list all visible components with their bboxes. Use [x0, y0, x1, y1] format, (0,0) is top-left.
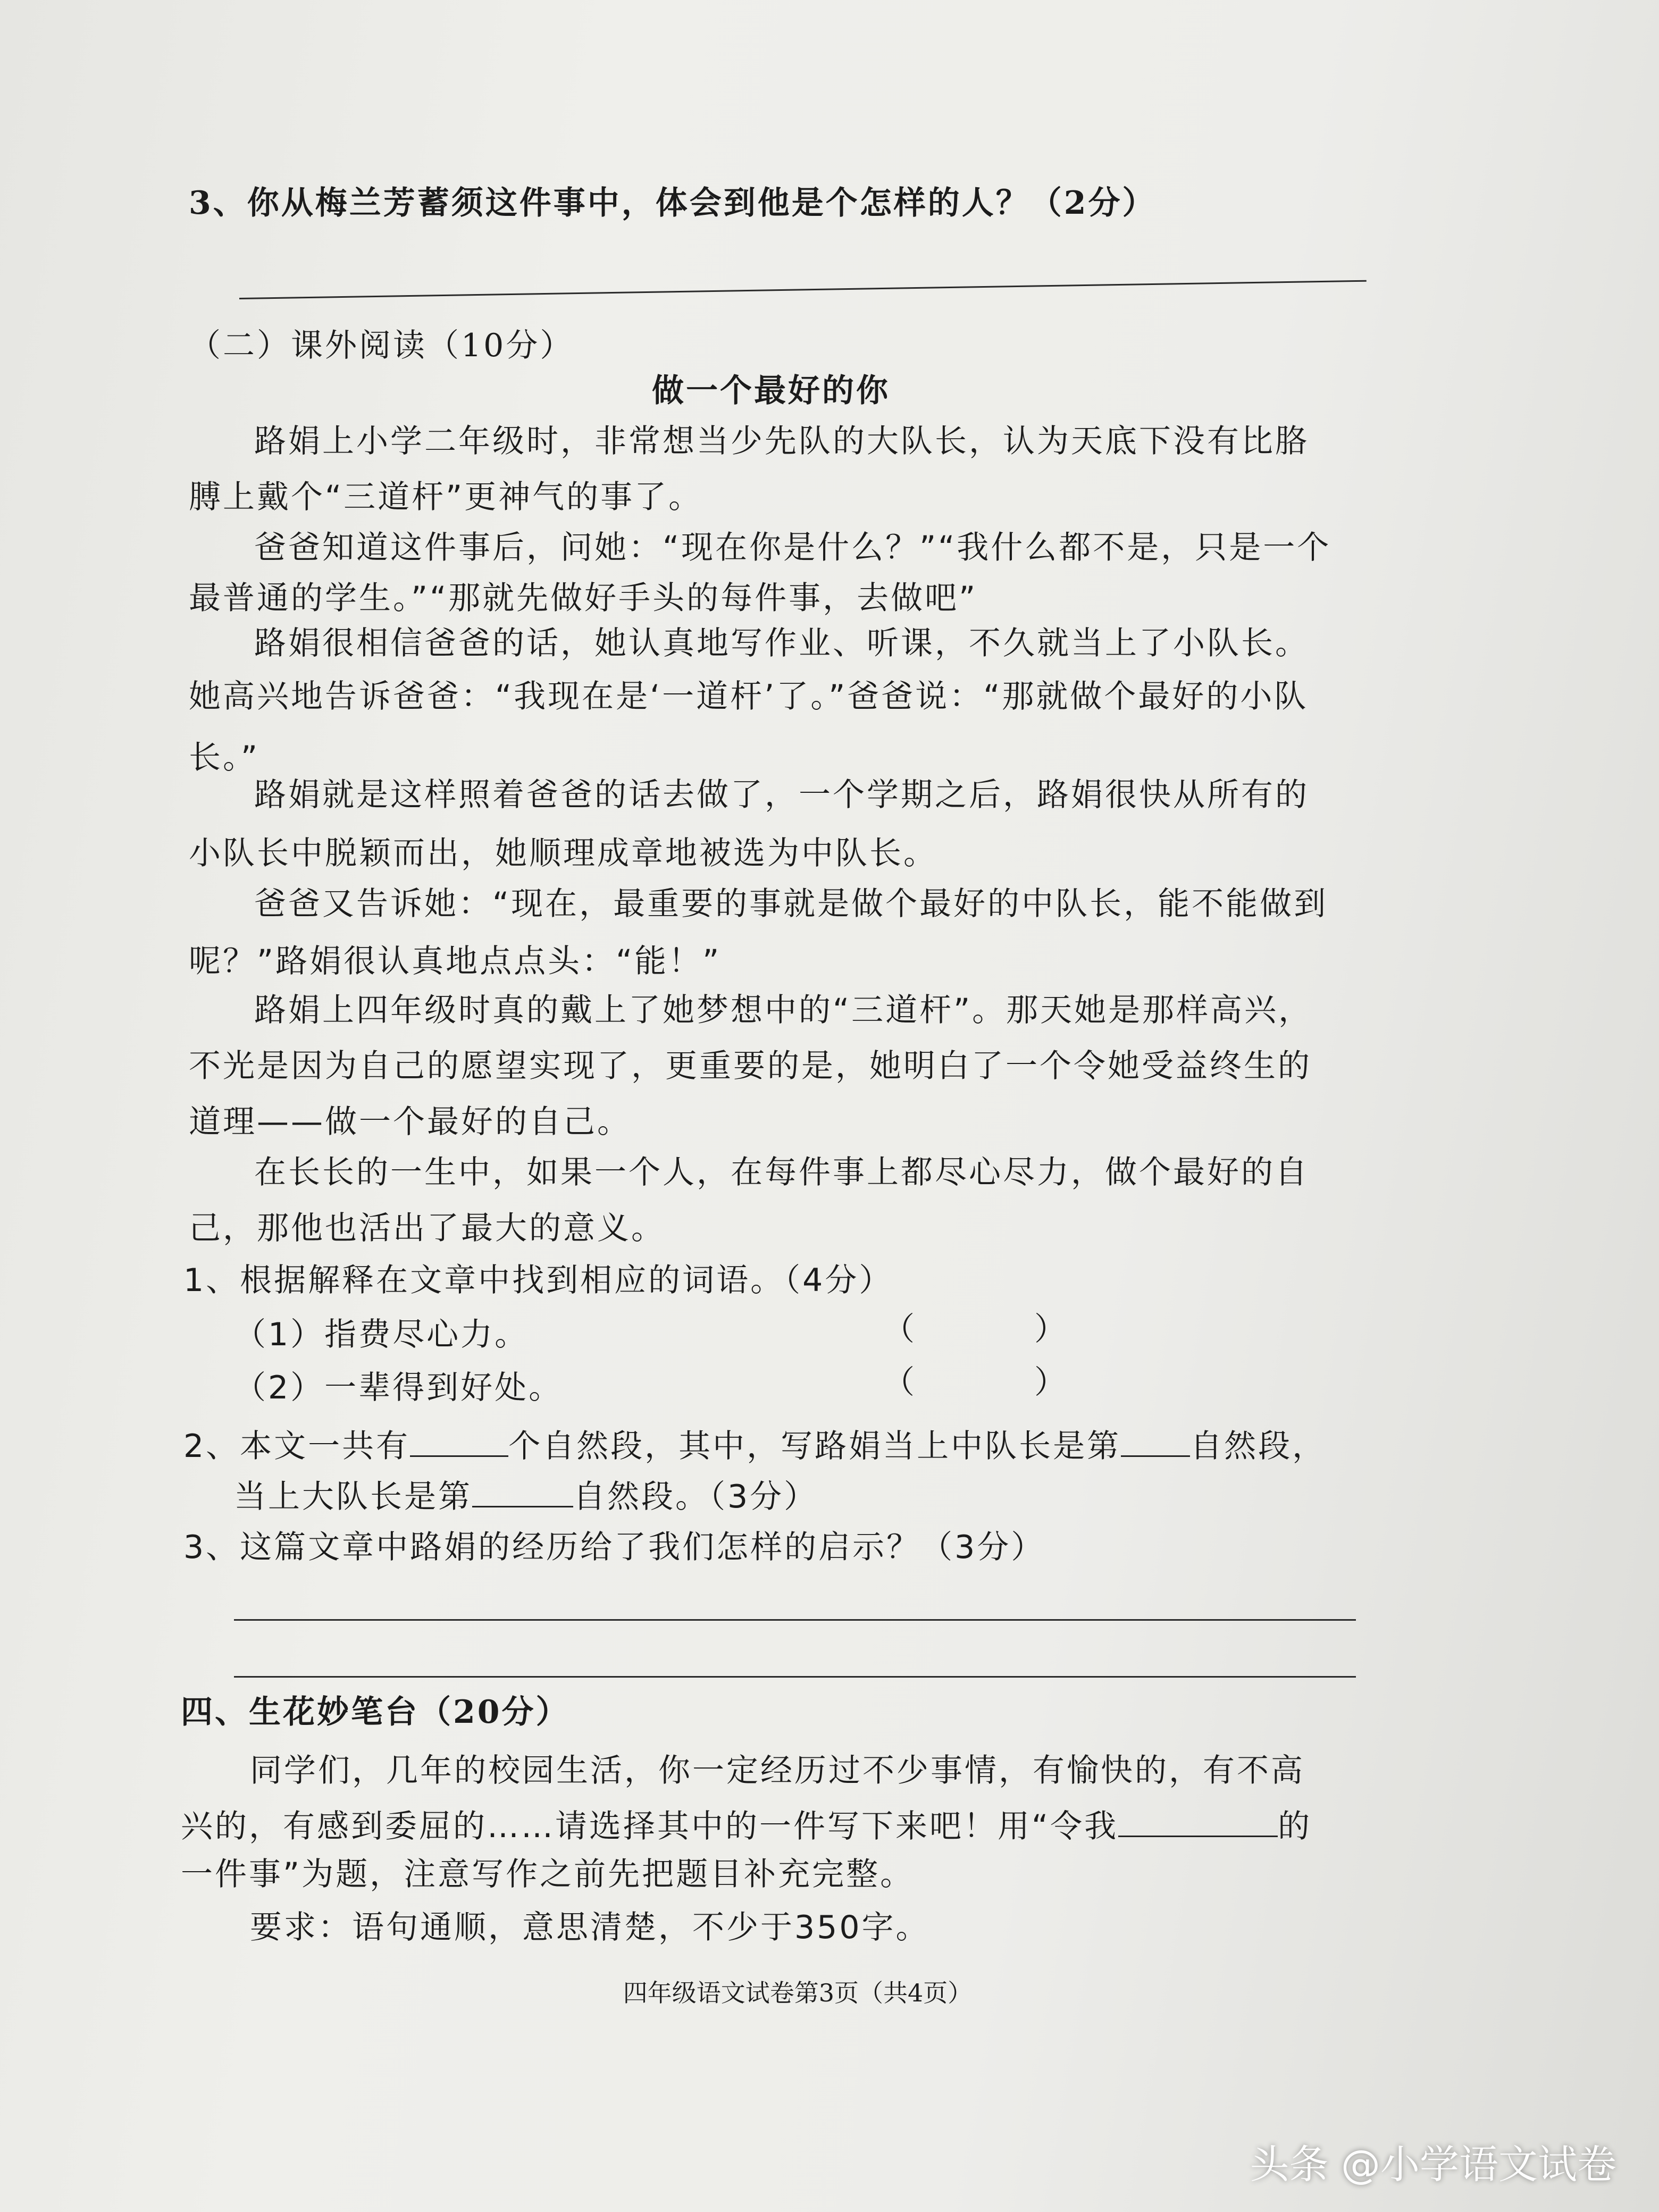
passage-line: 己，那他也活出了最大的意义。 [189, 1210, 665, 1247]
answer-bracket-open: （ [883, 1364, 915, 1401]
passage-line: 最普通的学生。”“那就先做好手头的每件事，去做吧” [189, 580, 978, 617]
passage-line: 道理——做一个最好的自己。 [189, 1103, 631, 1141]
passage-line: 爸爸又告诉她：“现在，最重要的事就是做个最好的中队长，能不能做到 [254, 885, 1328, 923]
page-footer: 四年级语文试卷第3页（共4页） [623, 1979, 973, 2007]
passage-line: 路娟上四年级时真的戴上了她梦想中的“三道杆”。那天她是那样高兴， [254, 992, 1313, 1029]
passage-line: 路娟上小学二年级时，非常想当少先队的大队长，认为天底下没有比胳 [254, 423, 1309, 460]
watermark: 头条 @小学语文试卷 [1250, 2142, 1616, 2188]
writing-prompt-line [181, 1808, 1312, 1845]
q2-text: 自然段， [1190, 1428, 1327, 1465]
answer-line [234, 1619, 1356, 1621]
extra-question-1: 1、根据解释在文章中找到相应的词语。（4分） [183, 1262, 893, 1299]
q1-item-1: （1）指费尽心力。 [234, 1316, 529, 1353]
fill-blank[interactable] [472, 1478, 573, 1507]
writing-heading: 四、生花妙笔台（20分） [181, 1694, 570, 1731]
passage-line: 膊上戴个“三道杆”更神气的事了。 [189, 479, 703, 516]
passage-line: 长。” [189, 739, 260, 776]
passage-line: 路娟就是这样照着爸爸的话去做了，一个学期之后，路娟很快从所有的 [254, 776, 1309, 814]
inclass-question-3: 3、你从梅兰芳蓄须这件事中，体会到他是个怎样的人？（2分） [189, 185, 1157, 222]
writing-prompt-line: 一件事”为题，注意写作之前先把题目补充完整。 [181, 1856, 915, 1893]
passage-line: 她高兴地告诉爸爸：“我现在是‘一道杆’了。”爸爸说：“那就做个最好的小队 [189, 678, 1309, 715]
q2-text: 2、本文一共有 [183, 1428, 410, 1465]
writing-text: 兴的，有感到委屈的……请选择其中的一件写下来吧！用“令我 [181, 1808, 1119, 1845]
passage-line: 呢？”路娟很认真地点点头：“能！” [189, 943, 722, 980]
q2-text: 个自然段，其中，写路娟当上中队长是第 [508, 1428, 1121, 1465]
writing-requirement: 要求：语句通顺，意思清楚，不少于350字。 [250, 1909, 930, 1946]
answer-bracket-open: （ [883, 1311, 915, 1348]
extra-question-2-cont [234, 1478, 818, 1513]
q2-text: 自然段。（3分） [573, 1478, 818, 1515]
fill-blank[interactable] [1121, 1428, 1190, 1457]
writing-text: 的 [1278, 1808, 1312, 1845]
passage-line: 爸爸知道这件事后，问她：“现在你是什么？”“我什么都不是，只是一个 [254, 529, 1331, 566]
fill-blank[interactable] [410, 1428, 508, 1457]
writing-prompt-line: 同学们，几年的校园生活，你一定经历过不少事情，有愉快的，有不高 [250, 1752, 1305, 1789]
passage-line: 小队长中脱颖而出，她顺理成章地被选为中队长。 [189, 835, 937, 872]
extra-question-2 [183, 1428, 1327, 1465]
q2-text: 当上大队长是第 [234, 1478, 472, 1515]
q1-item-2: （2）一辈得到好处。 [234, 1369, 563, 1406]
extra-question-3: 3、这篇文章中路娟的经历给了我们怎样的启示？（3分） [183, 1529, 1045, 1566]
answer-bracket-close: ） [1034, 1364, 1066, 1401]
answer-line [234, 1676, 1356, 1678]
answer-bracket-close: ） [1034, 1311, 1066, 1348]
passage-line: 路娟很相信爸爸的话，她认真地写作业、听课，不久就当上了小队长。 [254, 625, 1309, 662]
extra-reading-heading: （二）课外阅读（10分） [189, 327, 574, 364]
passage-title: 做一个最好的你 [652, 372, 890, 409]
passage-line: 不光是因为自己的愿望实现了，更重要的是，她明白了一个令她受益终生的 [189, 1048, 1312, 1085]
title-blank[interactable] [1118, 1808, 1278, 1837]
passage-line: 在长长的一生中，如果一个人，在每件事上都尽心尽力，做个最好的自 [254, 1154, 1309, 1191]
